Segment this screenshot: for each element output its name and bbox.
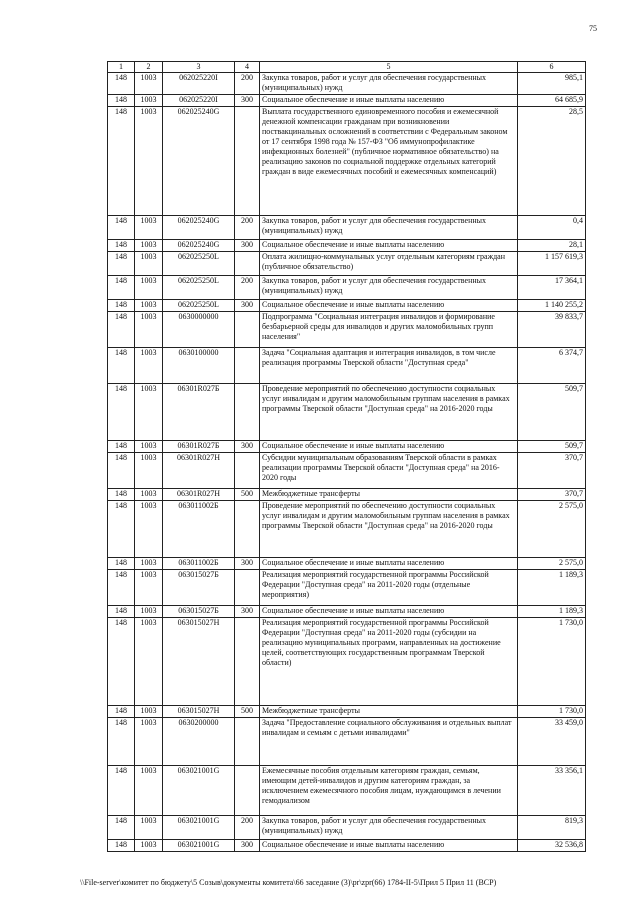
admin-code-cell: 148 — [108, 840, 135, 852]
amount-cell: 28,5 — [518, 107, 586, 216]
section-code-cell: 1003 — [135, 558, 163, 570]
section-code-cell: 1003 — [135, 312, 163, 348]
amount-cell: 985,1 — [518, 73, 586, 95]
section-code-cell: 1003 — [135, 840, 163, 852]
admin-code-cell: 148 — [108, 348, 135, 384]
section-code-cell: 1003 — [135, 216, 163, 240]
table-row — [108, 618, 586, 706]
description-cell: Социальное обеспечение и иные выплаты населению — [260, 558, 518, 570]
description-cell: Задача "Предоставление социального обслуживания и отдельных выплат инвалидам и семьям с детьми инвалидами" — [260, 718, 518, 766]
admin-code-cell: 148 — [108, 95, 135, 107]
amount-cell: 1 157 619,3 — [518, 252, 586, 276]
description-cell: Подпрограмма "Социальная интеграция инвалидов и формирование безбарьерной среды для инвалидов и других маломобильных групп населения" — [260, 312, 518, 348]
amount-cell: 17 364,1 — [518, 276, 586, 300]
table-row — [108, 453, 586, 489]
description-cell: Социальное обеспечение и иные выплаты населению — [260, 95, 518, 107]
target-article-cell: 063021001G — [163, 840, 235, 852]
section-code-cell: 1003 — [135, 107, 163, 216]
section-code-cell: 1003 — [135, 706, 163, 718]
amount-cell: 1 189,3 — [518, 570, 586, 606]
section-code-cell: 1003 — [135, 73, 163, 95]
expense-type-cell — [235, 570, 260, 606]
section-code-cell: 1003 — [135, 606, 163, 618]
section-code-cell: 1003 — [135, 618, 163, 706]
table-row — [108, 706, 586, 718]
description-cell: Реализация мероприятий государственной программы Российской Федерации "Доступная среда" на 2011-2020 годы (субсидии на реализацию муниципальных программ, направленных на достижение целей, соответствующих государственным программам Тверской области) — [260, 618, 518, 706]
description-cell: Социальное обеспечение и иные выплаты населению — [260, 441, 518, 453]
target-article-cell: 063015027H — [163, 618, 235, 706]
target-article-cell: 063021001G — [163, 816, 235, 840]
expense-type-cell: 500 — [235, 706, 260, 718]
expense-type-cell: 500 — [235, 489, 260, 501]
amount-cell: 1 189,3 — [518, 606, 586, 618]
expense-type-cell: 200 — [235, 216, 260, 240]
section-code-cell: 1003 — [135, 348, 163, 384]
amount-cell: 6 374,7 — [518, 348, 586, 384]
amount-cell: 1 730,0 — [518, 618, 586, 706]
column-header-4: 4 — [235, 62, 260, 73]
section-code-cell: 1003 — [135, 441, 163, 453]
table-row — [108, 312, 586, 348]
description-cell: Проведение мероприятий по обеспечению доступности социальных услуг инвалидам и другим маломобильным группам населения в рамках программы Тверской области "Доступная среда" на 2016-2020 годы — [260, 384, 518, 441]
section-code-cell: 1003 — [135, 453, 163, 489]
amount-cell: 1 730,0 — [518, 706, 586, 718]
expense-type-cell — [235, 453, 260, 489]
description-cell: Социальное обеспечение и иные выплаты населению — [260, 606, 518, 618]
admin-code-cell: 148 — [108, 312, 135, 348]
section-code-cell: 1003 — [135, 95, 163, 107]
description-cell: Задача "Социальная адаптация и интеграция инвалидов, в том числе реализация программы Тверской области "Доступная среда" — [260, 348, 518, 384]
page-number: 75 — [589, 24, 597, 33]
table-row — [108, 300, 586, 312]
target-article-cell: 062025240G — [163, 107, 235, 216]
column-header-1: 1 — [108, 62, 135, 73]
admin-code-cell: 148 — [108, 441, 135, 453]
expense-type-cell — [235, 618, 260, 706]
target-article-cell: 062025220I — [163, 95, 235, 107]
admin-code-cell: 148 — [108, 606, 135, 618]
target-article-cell: 062025240G — [163, 240, 235, 252]
amount-cell: 33 356,1 — [518, 766, 586, 816]
description-cell: Проведение мероприятий по обеспечению доступности социальных услуг инвалидам и другим маломобильным группам населения в рамках программы Тверской области "Доступная среда" на 2016-2020 годы — [260, 501, 518, 558]
admin-code-cell: 148 — [108, 300, 135, 312]
section-code-cell: 1003 — [135, 384, 163, 441]
amount-cell: 1 140 255,2 — [518, 300, 586, 312]
amount-cell: 509,7 — [518, 384, 586, 441]
admin-code-cell: 148 — [108, 718, 135, 766]
description-cell: Ежемесячные пособия отдельным категориям граждан, семьям, имеющим детей-инвалидов и другим категориям граждан, за исключением ежемесячного пособия лицам, нуждающимся в лечении гемодиализом — [260, 766, 518, 816]
target-article-cell: 06301R027Б — [163, 384, 235, 441]
expense-type-cell: 300 — [235, 840, 260, 852]
table-row — [108, 73, 586, 95]
section-code-cell: 1003 — [135, 240, 163, 252]
expense-type-cell: 200 — [235, 73, 260, 95]
table-row — [108, 766, 586, 816]
table-row — [108, 252, 586, 276]
target-article-cell: 063021001G — [163, 766, 235, 816]
admin-code-cell: 148 — [108, 766, 135, 816]
expense-type-cell: 300 — [235, 441, 260, 453]
description-cell: Межбюджетные трансферты — [260, 489, 518, 501]
table-body — [108, 73, 586, 852]
amount-cell: 0,4 — [518, 216, 586, 240]
expense-type-cell: 300 — [235, 606, 260, 618]
admin-code-cell: 148 — [108, 618, 135, 706]
table-row — [108, 95, 586, 107]
expense-type-cell — [235, 348, 260, 384]
table-row — [108, 240, 586, 252]
column-header-3: 3 — [163, 62, 235, 73]
target-article-cell: 0630100000 — [163, 348, 235, 384]
expense-type-cell — [235, 766, 260, 816]
amount-cell: 32 536,8 — [518, 840, 586, 852]
table-row — [108, 216, 586, 240]
column-header-5: 5 — [260, 62, 518, 73]
section-code-cell: 1003 — [135, 570, 163, 606]
target-article-cell: 0630200000 — [163, 718, 235, 766]
expense-type-cell — [235, 312, 260, 348]
table-row — [108, 441, 586, 453]
target-article-cell: 062025250L — [163, 252, 235, 276]
admin-code-cell: 148 — [108, 107, 135, 216]
target-article-cell: 063011002Б — [163, 501, 235, 558]
admin-code-cell: 148 — [108, 489, 135, 501]
admin-code-cell: 148 — [108, 570, 135, 606]
admin-code-cell: 148 — [108, 384, 135, 441]
expense-type-cell: 300 — [235, 95, 260, 107]
amount-cell: 2 575,0 — [518, 501, 586, 558]
description-cell: Реализация мероприятий государственной программы Российской Федерации "Доступная среда" на 2011-2020 годы (отдельные мероприятия) — [260, 570, 518, 606]
table-row — [108, 501, 586, 558]
admin-code-cell: 148 — [108, 706, 135, 718]
section-code-cell: 1003 — [135, 766, 163, 816]
description-cell: Закупка товаров, работ и услуг для обеспечения государственных (муниципальных) нужд — [260, 816, 518, 840]
description-cell: Закупка товаров, работ и услуг для обеспечения государственных (муниципальных) нужд — [260, 73, 518, 95]
table-header-row — [108, 62, 586, 73]
section-code-cell: 1003 — [135, 718, 163, 766]
target-article-cell: 063015027Б — [163, 570, 235, 606]
column-header-6: 6 — [518, 62, 586, 73]
table-row — [108, 718, 586, 766]
expense-type-cell — [235, 107, 260, 216]
amount-cell: 39 833,7 — [518, 312, 586, 348]
admin-code-cell: 148 — [108, 453, 135, 489]
table-row — [108, 558, 586, 570]
table-row — [108, 489, 586, 501]
admin-code-cell: 148 — [108, 252, 135, 276]
admin-code-cell: 148 — [108, 216, 135, 240]
table-row — [108, 107, 586, 216]
expense-type-cell: 200 — [235, 276, 260, 300]
expense-type-cell: 300 — [235, 300, 260, 312]
section-code-cell: 1003 — [135, 489, 163, 501]
expense-type-cell: 200 — [235, 816, 260, 840]
admin-code-cell: 148 — [108, 73, 135, 95]
description-cell: Закупка товаров, работ и услуг для обеспечения государственных (муниципальных) нужд — [260, 276, 518, 300]
file-path-footer: \\File-server\комитет по бюджету\5 Созыв\документы комитета\66 заседание (3)\pr\zpr(66) 1784-II-5\Прил 5 Прил 11 (ВСР) — [80, 878, 497, 887]
section-code-cell: 1003 — [135, 501, 163, 558]
section-code-cell: 1003 — [135, 300, 163, 312]
description-cell: Социальное обеспечение и иные выплаты населению — [260, 840, 518, 852]
table-row — [108, 276, 586, 300]
description-cell: Социальное обеспечение и иные выплаты населению — [260, 240, 518, 252]
budget-table — [107, 61, 586, 852]
section-code-cell: 1003 — [135, 276, 163, 300]
amount-cell: 2 575,0 — [518, 558, 586, 570]
target-article-cell: 062025250L — [163, 276, 235, 300]
target-article-cell: 0630000000 — [163, 312, 235, 348]
description-cell: Закупка товаров, работ и услуг для обеспечения государственных (муниципальных) нужд — [260, 216, 518, 240]
target-article-cell: 06301R027H — [163, 489, 235, 501]
description-cell: Социальное обеспечение и иные выплаты населению — [260, 300, 518, 312]
admin-code-cell: 148 — [108, 816, 135, 840]
description-cell: Оплата жилищно-коммунальных услуг отдельным категориям граждан (публичное обязательство) — [260, 252, 518, 276]
target-article-cell: 062025220I — [163, 73, 235, 95]
section-code-cell: 1003 — [135, 252, 163, 276]
amount-cell: 28,1 — [518, 240, 586, 252]
amount-cell: 509,7 — [518, 441, 586, 453]
admin-code-cell: 148 — [108, 240, 135, 252]
table-row — [108, 384, 586, 441]
expense-type-cell — [235, 718, 260, 766]
amount-cell: 64 685,9 — [518, 95, 586, 107]
amount-cell: 819,3 — [518, 816, 586, 840]
description-cell: Межбюджетные трансферты — [260, 706, 518, 718]
target-article-cell: 063015027H — [163, 706, 235, 718]
amount-cell: 370,7 — [518, 489, 586, 501]
section-code-cell: 1003 — [135, 816, 163, 840]
expense-type-cell: 300 — [235, 240, 260, 252]
target-article-cell: 062025250L — [163, 300, 235, 312]
expense-type-cell — [235, 501, 260, 558]
description-cell: Выплата государственного единовременного пособия и ежемесячной денежной компенсации гражданам при возникновении поствакцинальных осложнений в соответствии с Федеральным законом от 17 сентября 1998 года № 157-ФЗ "Об иммунопрофилактике инфекционных болезней" (публичное нормативное обязательство) на реализацию законов по социальной поддержке отдельных категорий граждан в виде ежемесячных пособий и ежемесячных компенсаций) — [260, 107, 518, 216]
target-article-cell: 063011002Б — [163, 558, 235, 570]
table-row — [108, 606, 586, 618]
expense-type-cell — [235, 252, 260, 276]
table-row — [108, 840, 586, 852]
table-row — [108, 816, 586, 840]
expense-type-cell: 300 — [235, 558, 260, 570]
amount-cell: 33 459,0 — [518, 718, 586, 766]
expense-type-cell — [235, 384, 260, 441]
table-row — [108, 570, 586, 606]
admin-code-cell: 148 — [108, 501, 135, 558]
target-article-cell: 063015027Б — [163, 606, 235, 618]
amount-cell: 370,7 — [518, 453, 586, 489]
admin-code-cell: 148 — [108, 276, 135, 300]
table-row — [108, 348, 586, 384]
target-article-cell: 06301R027Б — [163, 441, 235, 453]
target-article-cell: 062025240G — [163, 216, 235, 240]
target-article-cell: 06301R027H — [163, 453, 235, 489]
column-header-2: 2 — [135, 62, 163, 73]
description-cell: Субсидии муниципальным образованиям Тверской области в рамках реализации программы Тверской области "Доступная среда" на 2016-2020 годы — [260, 453, 518, 489]
admin-code-cell: 148 — [108, 558, 135, 570]
